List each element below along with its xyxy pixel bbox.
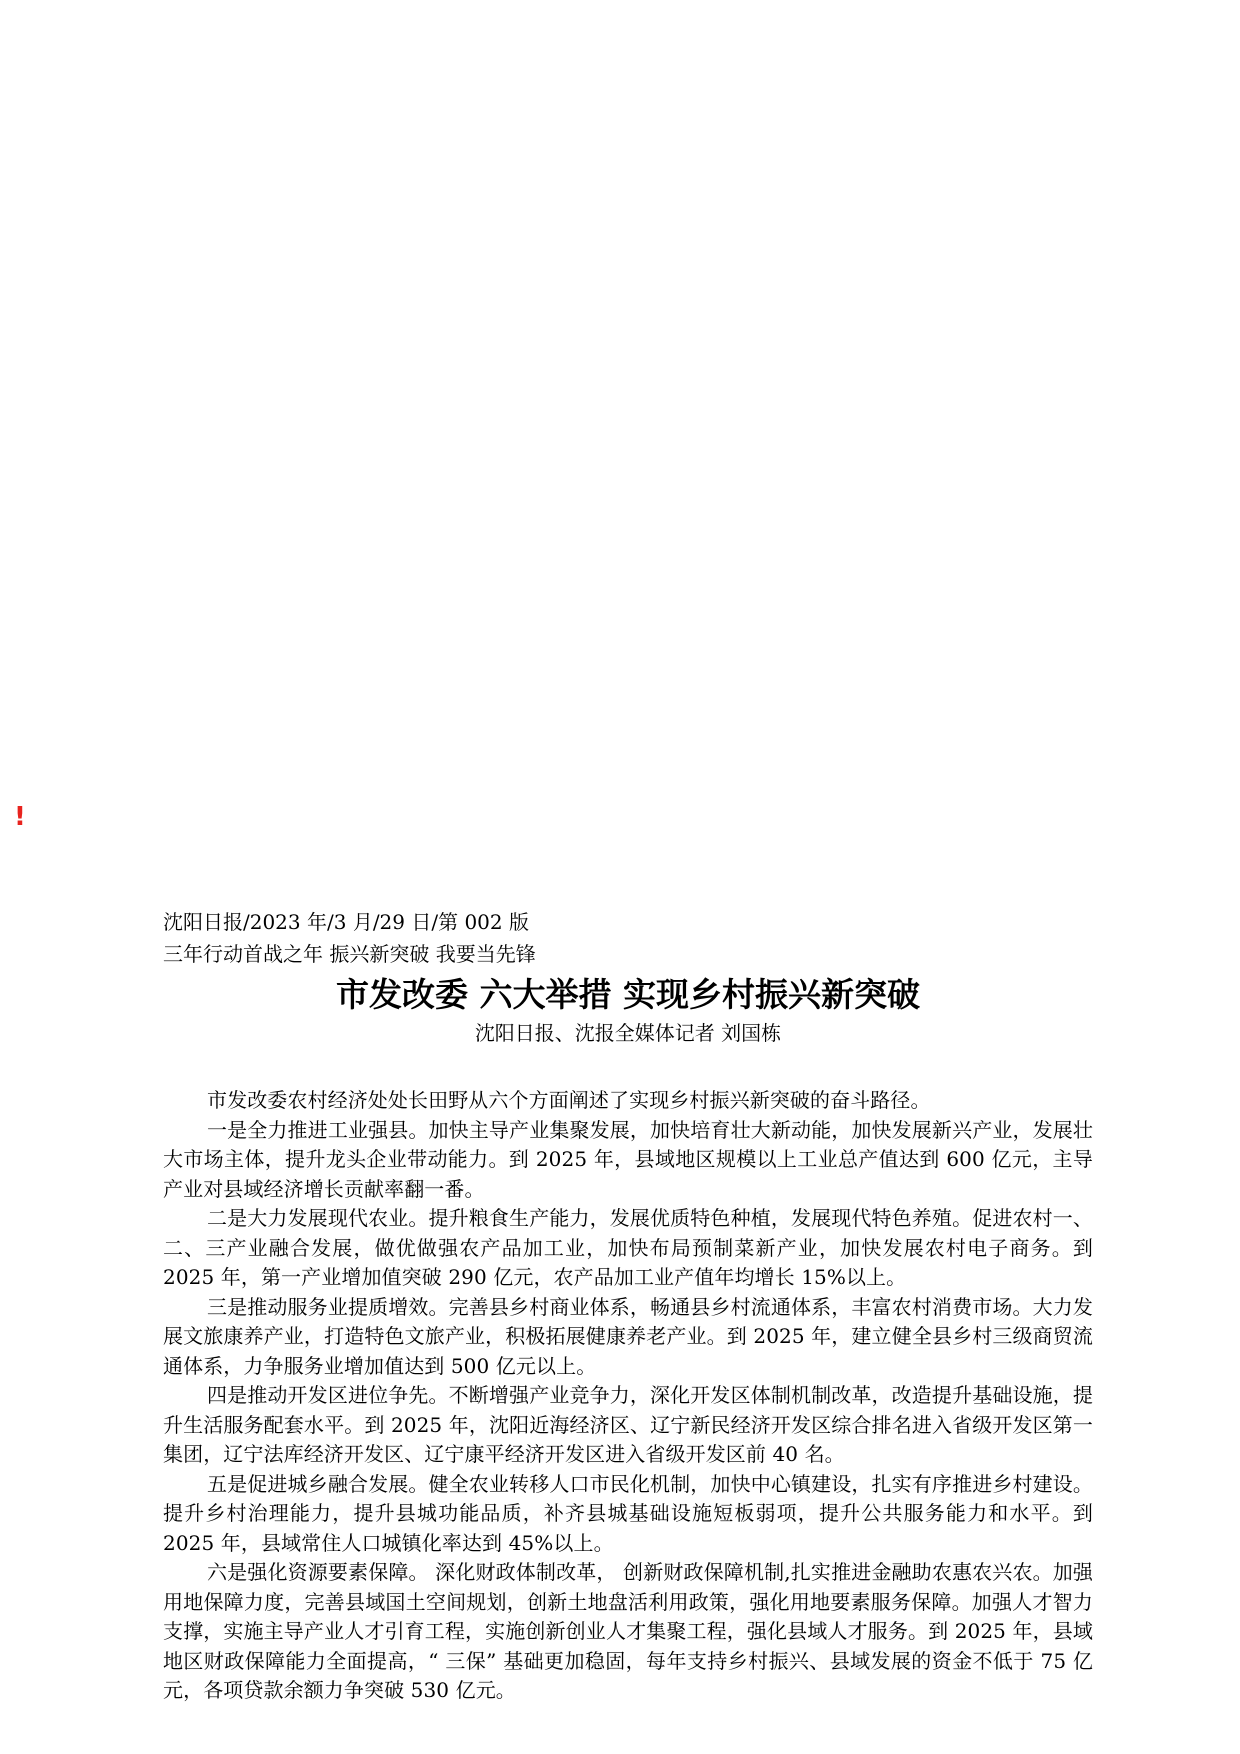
- article-title: 市发改委 六大举措 实现乡村振兴新突破: [336, 975, 920, 1014]
- paragraph-measure-3: 三是推动服务业提质增效。完善县乡村商业体系，畅通县乡村流通体系，丰富农村消费市场。大力发展文旅康养产业，打造特色文旅产业，积极拓展健康养老产业。到 2025 年，建立健全县乡村三级商贸流通体系，力争服务业增加值达到 500 亿元以上。: [163, 1294, 1093, 1378]
- article-body: [163, 1086, 1093, 1706]
- red-exclamation-mark: !: [14, 802, 26, 832]
- paragraph-measure-4: 四是推动开发区进位争先。不断增强产业竞争力，深化开发区体制机制改革，改造提升基础设施，提升生活服务配套水平。到 2025 年，沈阳近海经济区、辽宁新民经济开发区综合排名进入省级开发区第一集团，辽宁法库经济开发区、辽宁康平经济开发区进入省级开发区前 40 名。: [163, 1383, 1093, 1466]
- paragraph-measure-2: 二是大力发展现代农业。提升粮食生产能力，发展优质特色种植，发展现代特色养殖。促进农村一、二、三产业融合发展，做优做强农产品加工业，加快布局预制菜新产业，加快发展农村电子商务。到 2025 年，第一产业增加值突破 290 亿元，农产品加工业产值年均增长 15%以上。: [163, 1206, 1093, 1289]
- paragraph-intro: 市发改委农村经济处处长田野从六个方面阐述了实现乡村振兴新突破的奋斗路径。: [207, 1088, 931, 1112]
- paragraph-measure-6: 六是强化资源要素保障。 深化财政体制改革， 创新财政保障机制,扎实推进金融助农惠农兴农。加强用地保障力度，完善县域国土空间规划，创新土地盘活利用政策，强化用地要素服务保障。加强人才智力支撑，实施主导产业人才引育工程，实施创新创业人才集聚工程，强化县域人才服务。到 2025 年，县域地区财政保障能力全面提高，“ 三保” 基础更加稳固，每年支持乡村振兴、县域发展的资金不低于 75 亿元，各项贷款余额力争突破 530 亿元。: [163, 1560, 1093, 1702]
- paragraph-measure-1: 一是全力推进工业强县。加快主导产业集聚发展，加快培育壮大新动能，加快发展新兴产业，发展壮大市场主体，提升龙头企业带动能力。到 2025 年，县域地区规模以上工业总产值达到 600 亿元，主导产业对县域经济增长贡献率翻一番。: [163, 1117, 1093, 1201]
- paragraph-measure-5: 五是促进城乡融合发展。健全农业转移人口市民化机制，加快中心镇建设，扎实有序推进乡村建设。提升乡村治理能力，提升县城功能品质，补齐县城基础设施短板弱项，提升公共服务能力和水平。到 2025 年，县域常住人口城镇化率达到 45%以上。: [163, 1471, 1093, 1555]
- source-line: 沈阳日报/2023 年/3 月/29 日/第 002 版: [163, 910, 529, 934]
- column-line: 三年行动首战之年 振兴新突破 我要当先锋: [163, 942, 536, 966]
- article-byline: 沈阳日报、沈报全媒体记者 刘国栋: [474, 1021, 782, 1045]
- article: [163, 906, 1093, 1706]
